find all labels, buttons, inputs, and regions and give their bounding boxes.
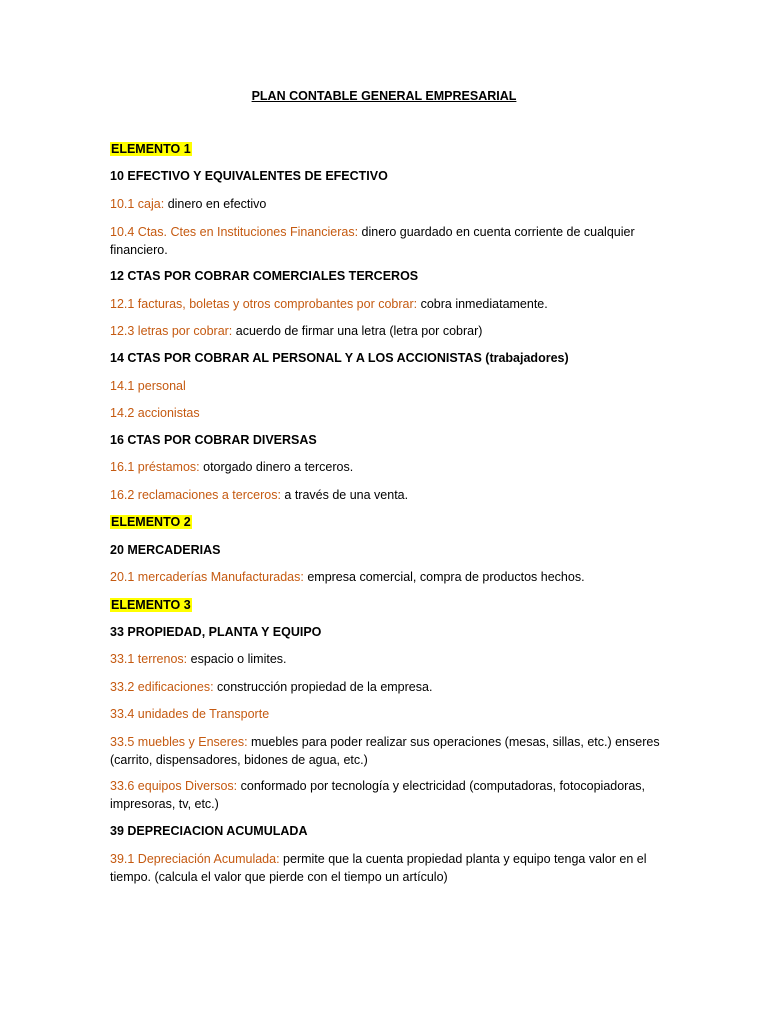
account-16-1 <box>110 458 660 476</box>
element-3-line <box>110 596 660 614</box>
account-10-1-desc: dinero en efectivo <box>164 197 267 211</box>
account-10-heading: 10 EFECTIVO Y EQUIVALENTES DE EFECTIVO <box>110 169 388 183</box>
account-20-1-desc: empresa comercial, compra de productos hechos. <box>303 570 585 584</box>
account-33-4-label: 33.4 unidades de Transporte <box>110 707 270 721</box>
account-20-1-label: 20.1 mercaderías Manufacturadas: <box>110 570 304 584</box>
account-33-4 <box>110 705 660 723</box>
account-33-heading: 33 PROPIEDAD, PLANTA Y EQUIPO <box>110 625 322 639</box>
account-16-2 <box>110 486 660 504</box>
account-14-2-label: 14.2 accionistas <box>110 406 200 420</box>
account-33-1-label: 33.1 terrenos: <box>110 652 188 666</box>
account-39-1 <box>110 850 660 886</box>
account-14-1 <box>110 377 660 395</box>
account-39-1-label: 39.1 Depreciación Acumulada: <box>110 852 280 866</box>
account-14-2 <box>110 404 660 422</box>
account-33-1 <box>110 650 660 668</box>
account-14-1-label: 14.1 personal <box>110 379 186 393</box>
account-20-heading: 20 MERCADERIAS <box>110 543 221 557</box>
account-12-3-label: 12.3 letras por cobrar: <box>110 324 233 338</box>
account-33-5-label: 33.5 muebles y Enseres: <box>110 735 248 749</box>
account-39-heading: 39 DEPRECIACION ACUMULADA <box>110 824 308 838</box>
element-3-heading: ELEMENTO 3 <box>111 598 191 612</box>
account-12-3 <box>110 322 660 340</box>
account-12-1 <box>110 295 660 313</box>
account-33-5 <box>110 733 660 769</box>
element-2-line <box>110 513 660 531</box>
account-33-2-desc: construcción propiedad de la empresa. <box>213 680 433 694</box>
account-12-heading: 12 CTAS POR COBRAR COMERCIALES TERCEROS <box>110 269 419 283</box>
account-10-1 <box>110 195 660 213</box>
account-10-4-label: 10.4 Ctas. Ctes en Instituciones Financieras: <box>110 225 359 239</box>
account-39-1-desc: permite que la cuenta propiedad planta y equipo tenga valor en el tiempo. (calcula el valor que pierde con el tiempo un artículo) <box>110 852 647 884</box>
account-16-2-label: 16.2 reclamaciones a terceros: <box>110 488 281 502</box>
account-33-6-label: 33.6 equipos Diversos: <box>110 779 238 793</box>
account-16-1-desc: otorgado dinero a terceros. <box>199 460 354 474</box>
document-title: PLAN CONTABLE GENERAL EMPRESARIAL <box>251 89 517 103</box>
account-14-heading: 14 CTAS POR COBRAR AL PERSONAL Y A LOS ACCIONISTAS (trabajadores) <box>110 351 569 365</box>
account-12-1-label: 12.1 facturas, boletas y otros comprobantes por cobrar: <box>110 297 418 311</box>
account-10-1-label: 10.1 caja: <box>110 197 165 211</box>
account-33-5-desc: muebles para poder realizar sus operaciones (mesas, sillas, etc.) enseres (carrito, dispensadores, bidones de agua, etc.) <box>110 735 660 767</box>
element-2-heading: ELEMENTO 2 <box>111 515 191 529</box>
element-1-heading: ELEMENTO 1 <box>111 142 191 156</box>
account-10-4-desc: dinero guardado en cuenta corriente de cualquier financiero. <box>110 225 635 257</box>
account-10-4 <box>110 223 660 259</box>
account-33-6-desc: conformado por tecnología y electricidad (computadoras, fotocopiadoras, impresoras, tv, etc.) <box>110 779 646 811</box>
account-16-2-desc: a través de una venta. <box>280 488 409 502</box>
account-33-6 <box>110 777 660 813</box>
account-20-1 <box>110 568 660 586</box>
account-12-3-desc: acuerdo de firmar una letra (letra por cobrar) <box>232 324 483 338</box>
account-33-2-label: 33.2 edificaciones: <box>110 680 214 694</box>
account-33-1-desc: espacio o limites. <box>187 652 287 666</box>
account-16-heading: 16 CTAS POR COBRAR DIVERSAS <box>110 433 317 447</box>
element-1-line <box>110 140 660 158</box>
account-16-1-label: 16.1 préstamos: <box>110 460 200 474</box>
account-12-1-desc: cobra inmediatamente. <box>417 297 548 311</box>
account-33-2 <box>110 678 660 696</box>
